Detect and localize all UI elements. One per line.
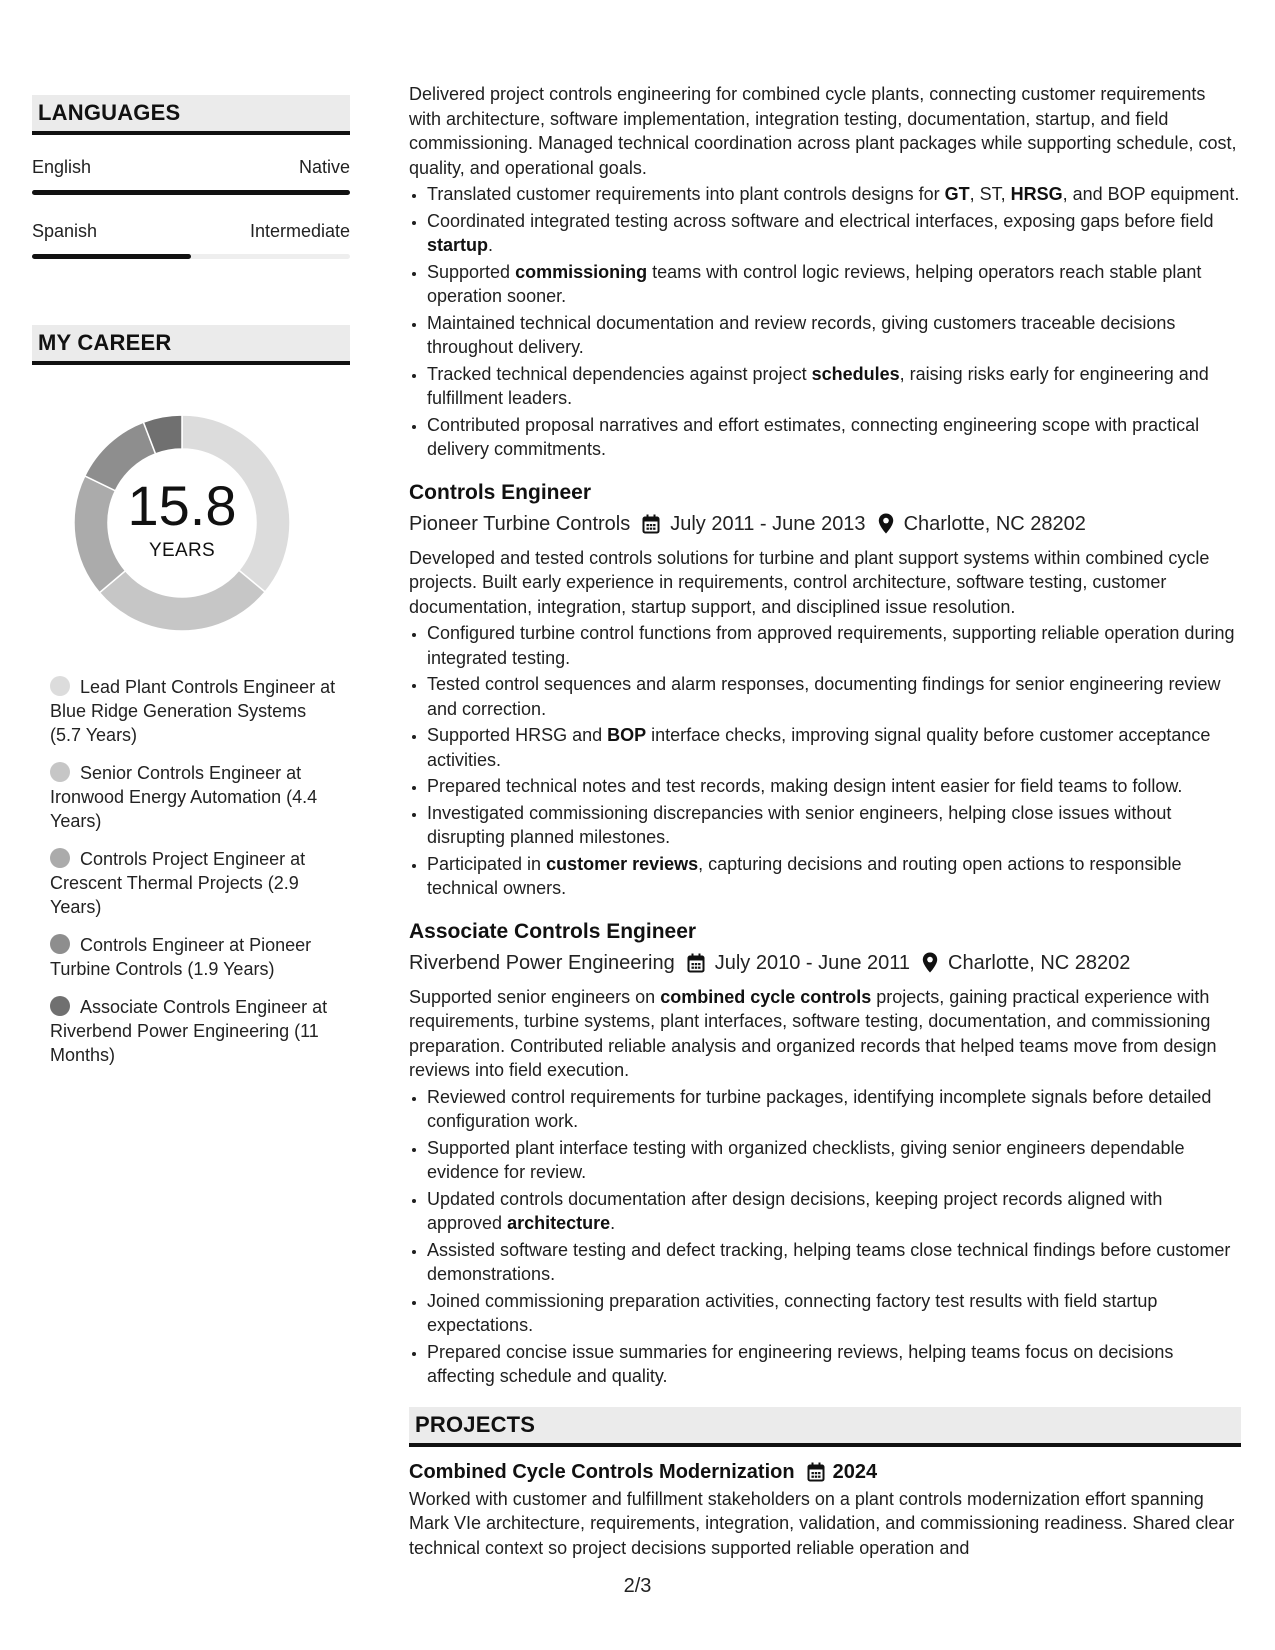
career-total-unit: YEARS <box>149 540 215 561</box>
career-legend-item <box>50 995 340 1067</box>
bullet-item: • Translated customer requirements into plant controls designs for GT, ST, HRSG, and BOP equipment. <box>427 182 1241 207</box>
bullet-item: • Supported HRSG and BOP interface checks, improving signal quality before customer acceptance activities. <box>427 723 1241 772</box>
location-pin-icon <box>878 513 894 534</box>
bullet-item: • Tested control sequences and alarm responses, documenting findings for senior engineering review and correction. <box>427 672 1241 721</box>
page-number: 2/3 <box>623 1575 652 1597</box>
language-level: Intermediate <box>249 221 350 241</box>
job-company: Riverbend Power Engineering <box>409 951 675 974</box>
bullet-item: • Configured turbine control functions from approved requirements, supporting reliable operation during integrated testing. <box>427 621 1241 670</box>
project-header <box>409 1457 1241 1487</box>
career-donut-chart <box>66 407 298 639</box>
job-bullets <box>409 621 1241 901</box>
bullet-item: • Coordinated integrated testing across software and electrical interfaces, exposing gaps before field startup. <box>427 209 1241 258</box>
job-location: Charlotte, NC 28202 <box>948 951 1131 974</box>
language-item <box>32 221 350 259</box>
language-name: Spanish <box>32 221 98 241</box>
project-title: Combined Cycle Controls Modernization <box>409 1460 795 1483</box>
legend-label: Associate Controls Engineer at Riverbend Power Engineering (11 Months) <box>50 997 328 1065</box>
legend-label: Controls Project Engineer at Crescent Thermal Projects (2.9 Years) <box>50 849 306 917</box>
bullet-item: • Investigated commissioning discrepancies with senior engineers, helping close issues without disrupting planned milestones. <box>427 801 1241 850</box>
donut-center <box>66 407 298 639</box>
career-legend-item <box>50 847 340 919</box>
career-legend-item <box>50 761 340 833</box>
sidebar <box>32 95 350 1081</box>
career-legend-item <box>50 933 340 981</box>
calendar-icon <box>807 1462 825 1482</box>
bullet-item: • Updated controls documentation after design decisions, keeping project records aligned with approved architecture. <box>427 1187 1241 1236</box>
languages-heading: LANGUAGES <box>32 95 350 135</box>
calendar-icon <box>642 514 660 534</box>
language-level: Native <box>298 157 350 177</box>
projects-heading: PROJECTS <box>409 1407 1241 1447</box>
job-meta <box>409 949 1241 977</box>
bullet-item: • Maintained technical documentation and review records, giving customers traceable decisions throughout delivery. <box>427 311 1241 360</box>
language-bar-fill <box>32 190 350 195</box>
bullet-item: • Assisted software testing and defect tracking, helping teams close technical findings before customer demonstrations. <box>427 1238 1241 1287</box>
bullet-item: • Prepared concise issue summaries for engineering reviews, helping teams focus on decisions affecting schedule and quality. <box>427 1340 1241 1389</box>
job-bullets <box>409 1085 1241 1389</box>
job-dates: July 2011 - June 2013 <box>670 512 866 535</box>
job-meta <box>409 510 1241 538</box>
job-title: Controls Engineer <box>409 480 592 504</box>
job-bullets <box>409 182 1241 462</box>
project-year: 2024 <box>832 1460 878 1483</box>
job-summary: Supported senior engineers on combined cycle controls projects, gaining practical experience with requirements, turbine systems, plant interfaces, software testing, documentation, and commissioning preparation. Contributed reliable analysis and organized records that helped teams move from design reviews into field execution. <box>409 986 1217 1080</box>
legend-dot <box>50 676 70 696</box>
project-summary: Worked with customer and fulfillment stakeholders on a plant controls modernization effort spanning Mark VIe architecture, requirements, integration, validation, and commissioning readiness. Shared clear technical context so project decisions supported reliable operation and <box>409 1488 1235 1558</box>
language-bar-fill <box>32 254 191 259</box>
location-pin-icon <box>922 952 938 973</box>
languages-list <box>32 157 350 259</box>
job-title: Associate Controls Engineer <box>409 919 697 943</box>
main-column <box>409 82 1241 1560</box>
bullet-item: • Supported plant interface testing with organized checklists, giving senior engineers dependable evidence for review. <box>427 1136 1241 1185</box>
bullet-item: • Reviewed control requirements for turbine packages, identifying incomplete signals before detailed configuration work. <box>427 1085 1241 1134</box>
career-heading: MY CAREER <box>32 325 350 365</box>
legend-label: Controls Engineer at Pioneer Turbine Controls (1.9 Years) <box>50 935 312 979</box>
career-legend <box>50 675 340 1067</box>
bullet-item: • Tracked technical dependencies against project schedules, raising risks early for engineering and fulfillment leaders. <box>427 362 1241 411</box>
language-bar <box>32 190 350 195</box>
legend-label: Lead Plant Controls Engineer at Blue Ridge Generation Systems (5.7 Years) <box>50 677 336 745</box>
legend-dot <box>50 996 70 1016</box>
legend-label: Senior Controls Engineer at Ironwood Energy Automation (4.4 Years) <box>50 763 318 831</box>
bullet-item: • Supported commissioning teams with control logic reviews, helping operators reach stable plant operation sooner. <box>427 260 1241 309</box>
job-company: Pioneer Turbine Controls <box>409 512 631 535</box>
job-summary: Delivered project controls engineering for combined cycle plants, connecting customer requirements with architecture, software implementation, integration testing, documentation, startup, and field commissioning. Managed technical coordination across plant packages while supporting schedule, cost, quality, and operational goals. <box>409 84 1237 178</box>
calendar-icon <box>687 953 705 973</box>
bullet-item: • Joined commissioning preparation activities, connecting factory test results with field startup expectations. <box>427 1289 1241 1338</box>
legend-dot <box>50 762 70 782</box>
career-total-years: 15.8 <box>127 474 237 537</box>
bullet-item: • Contributed proposal narratives and effort estimates, connecting engineering scope with practical delivery commitments. <box>427 413 1241 462</box>
legend-dot <box>50 848 70 868</box>
career-legend-item <box>50 675 340 747</box>
language-item <box>32 157 350 195</box>
legend-dot <box>50 934 70 954</box>
job-summary: Developed and tested controls solutions for turbine and plant support systems within combined cycle projects. Built early experience in requirements, control architecture, software testing, customer documentation, integration, startup support, and disciplined issue resolution. <box>409 547 1210 617</box>
language-name: English <box>32 157 92 177</box>
bullet-item: • Prepared technical notes and test records, making design intent easier for field teams to follow. <box>427 774 1241 799</box>
language-bar <box>32 254 350 259</box>
bullet-item: • Participated in customer reviews, capturing decisions and routing open actions to responsible technical owners. <box>427 852 1241 901</box>
job-location: Charlotte, NC 28202 <box>903 512 1086 535</box>
job-dates: July 2010 - June 2011 <box>714 951 911 974</box>
